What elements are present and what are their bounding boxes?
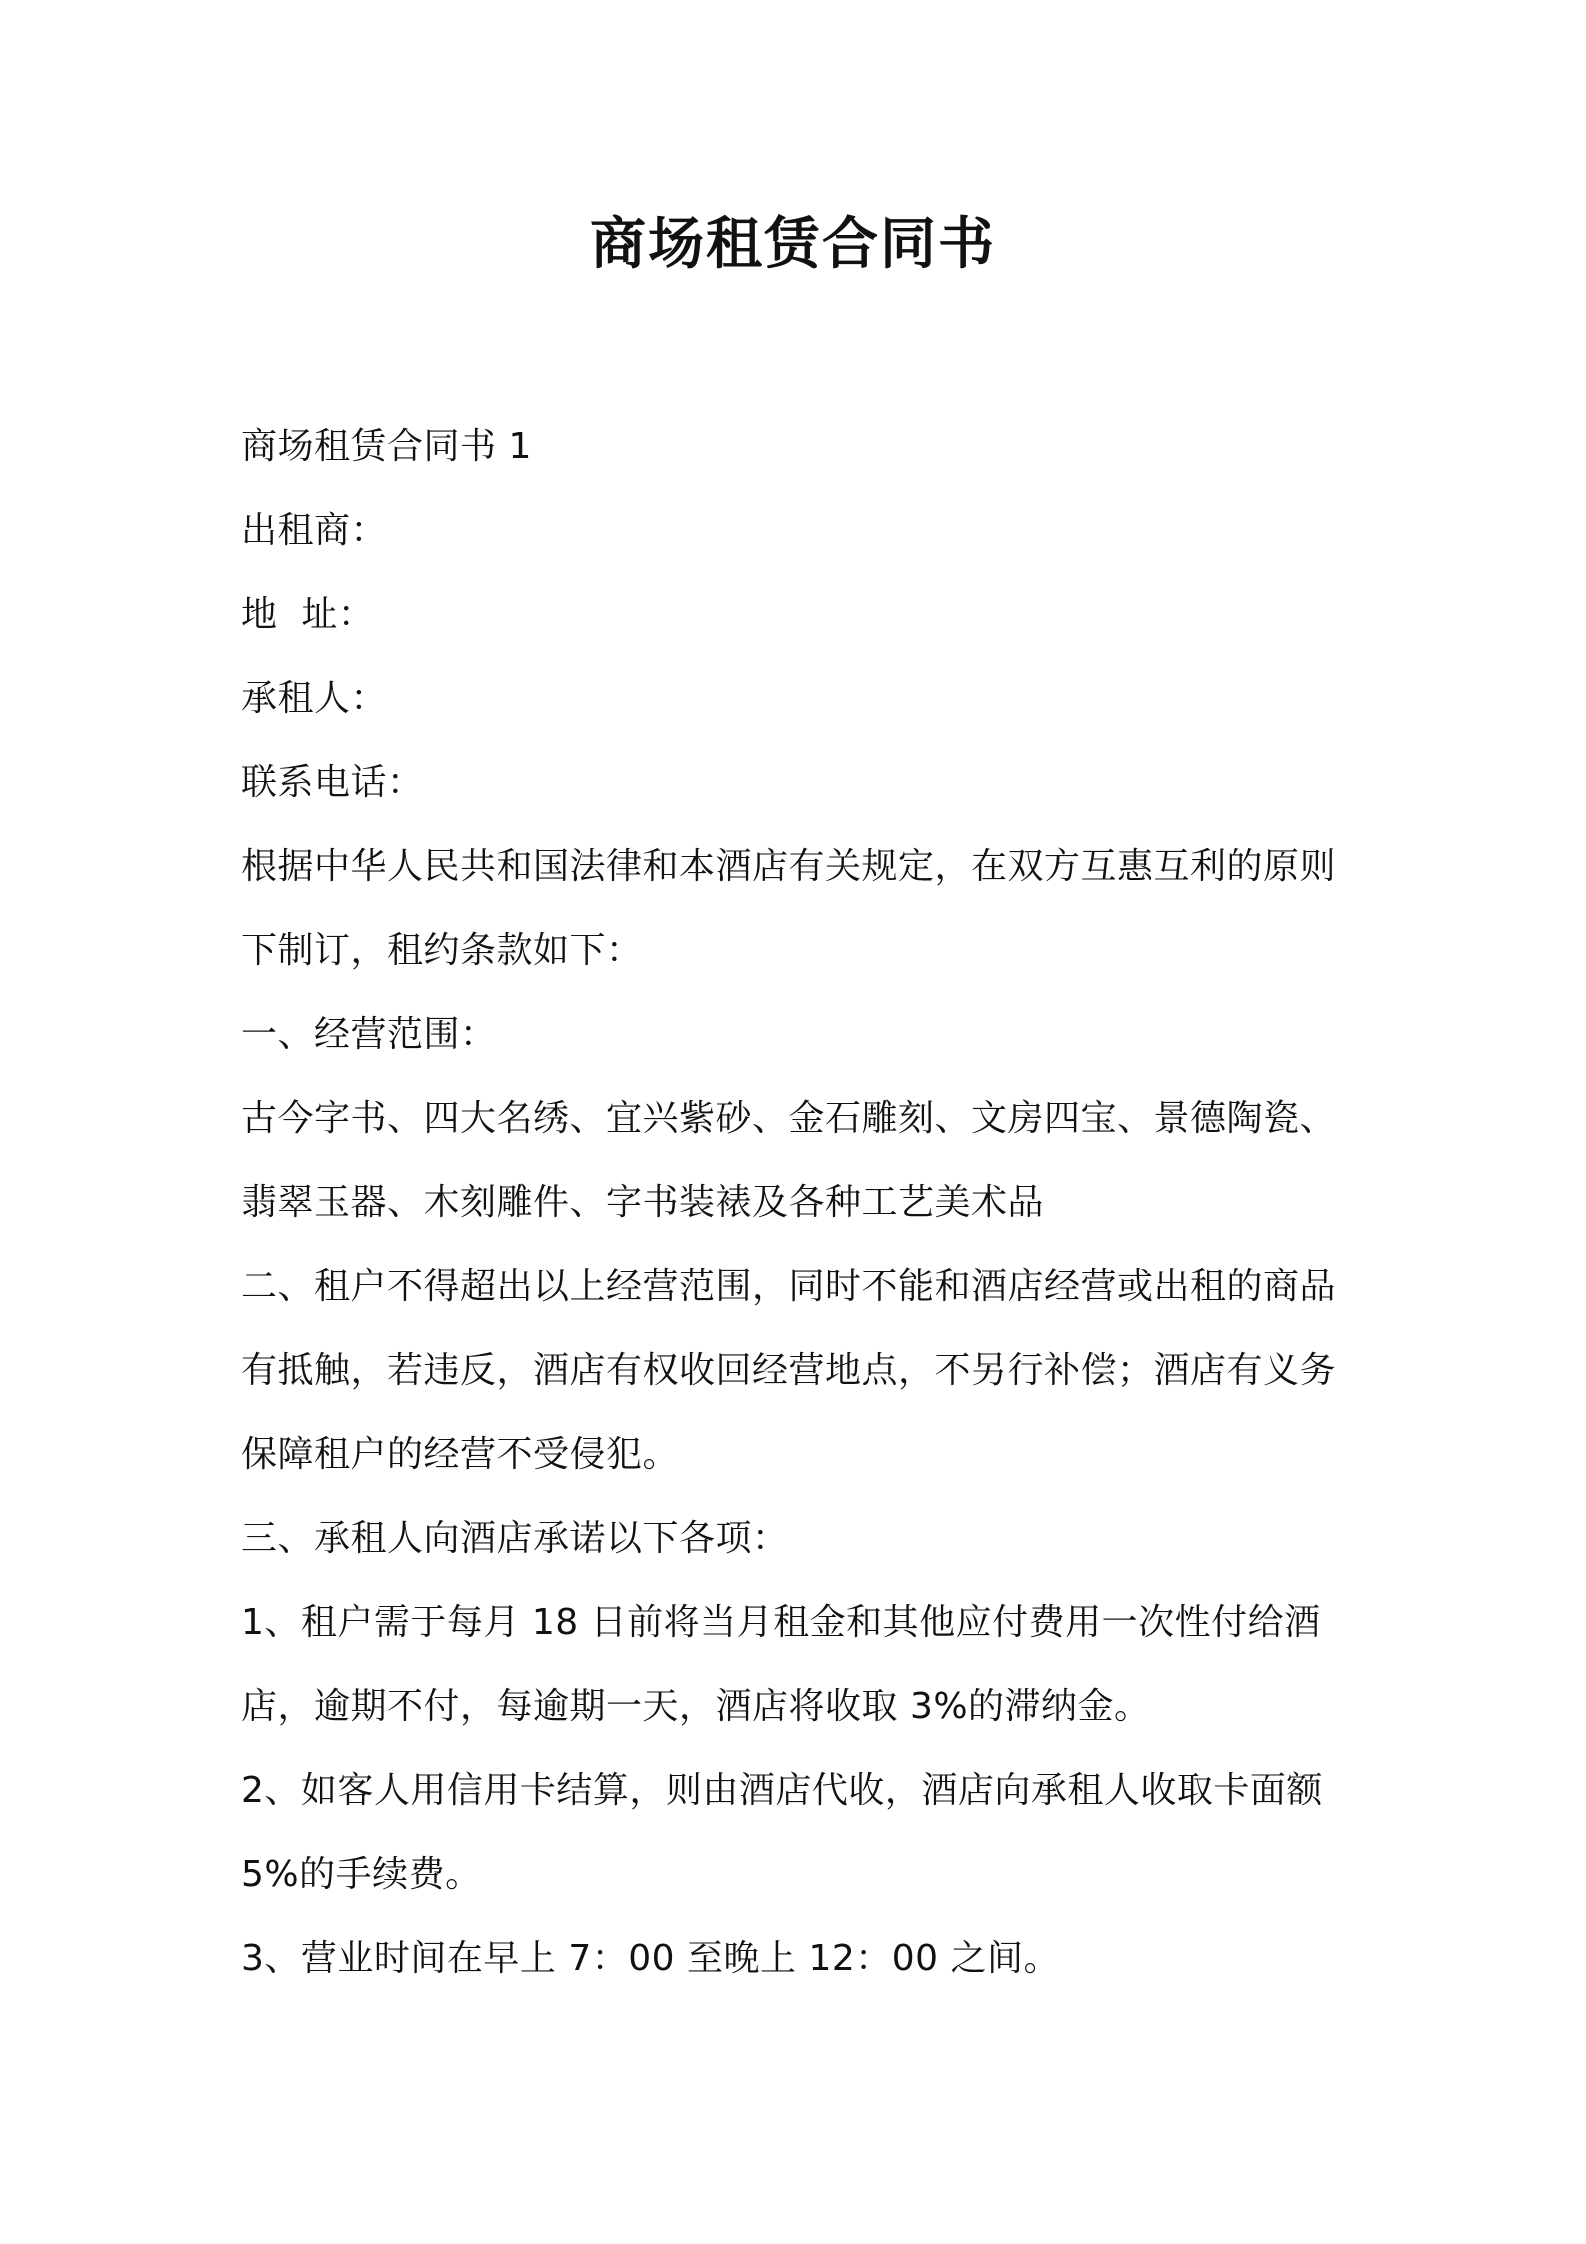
preamble-line-2: 下制订，租约条款如下： xyxy=(241,930,643,971)
section-3-heading: 三、承租人向酒店承诺以下各项： xyxy=(241,1518,789,1559)
address-field: 地 址： xyxy=(241,594,375,635)
clause-3-text: 3、营业时间在早上 7：00 至晚上 12：00 之间。 xyxy=(241,1938,1061,1979)
section-1-text-2: 翡翠玉器、木刻雕件、字书装裱及各种工艺美术品 xyxy=(241,1182,1045,1223)
lessor-field: 出租商： xyxy=(241,510,388,551)
section-2-text-3: 保障租户的经营不受侵犯。 xyxy=(241,1434,680,1475)
document-title: 商场租赁合同书 xyxy=(590,212,996,277)
section-1-text-1: 古今字书、四大名绣、宜兴紫砂、金石雕刻、文房四宝、景德陶瓷、 xyxy=(241,1098,1337,1139)
preamble-line-1: 根据中华人民共和国法律和本酒店有关规定，在双方互惠互利的原则 xyxy=(241,846,1337,887)
section-1-heading: 一、经营范围： xyxy=(241,1014,497,1055)
section-2-text-1: 二、租户不得超出以上经营范围，同时不能和酒店经营或出租的商品 xyxy=(241,1266,1337,1307)
lessee-field: 承租人： xyxy=(241,678,388,719)
document-body xyxy=(241,405,1351,2001)
clause-2-text-1: 2、如客人用信用卡结算，则由酒店代收，酒店向承租人收取卡面额 xyxy=(241,1770,1323,1811)
clause-1-text-1: 1、租户需于每月 18 日前将当月租金和其他应付费用一次性付给酒 xyxy=(241,1602,1321,1643)
clause-2-text-2: 5%的手续费。 xyxy=(241,1854,482,1895)
section-2-text-2: 有抵触，若违反，酒店有权收回经营地点，不另行补偿；酒店有义务 xyxy=(241,1350,1337,1391)
subtitle-line: 商场租赁合同书 1 xyxy=(241,426,532,467)
phone-field: 联系电话： xyxy=(241,762,424,803)
clause-1-text-2: 店，逾期不付，每逾期一天，酒店将收取 3%的滞纳金。 xyxy=(241,1686,1151,1727)
